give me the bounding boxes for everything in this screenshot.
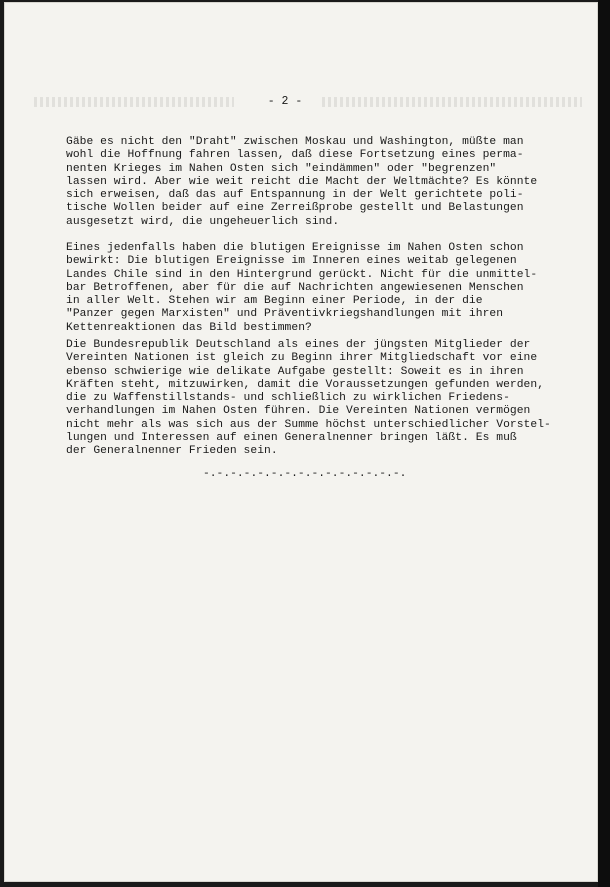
end-rule: -.-.-.-.-.-.-.-.-.-.-.-.-.-.-. xyxy=(203,468,407,480)
scan-edge xyxy=(598,0,610,887)
paragraph-2: Eines jedenfalls haben die blutigen Ereignisse im Nahen Osten schon bewirkt: Die blutigen Ereignisse im Inneren eines weitab gelegenen Landes Chile sind in den Hintergrund gerückt. Nicht für die unmittel- bar Betroffenen, aber für die auf Nachrichten angewiesenen Menschen in aller Welt. Stehen wir am Beginn einer Periode, in der die "Panzer gegen Marxisten" und Präventivkriegshandlungen mit ihren Kettenreaktionen das Bild bestimmen? xyxy=(66,242,538,334)
paragraph-1: Gäbe es nicht den "Draht" zwischen Moskau und Washington, müßte man wohl die Hoffnung fahren lassen, daß diese Fortsetzung eines perma- nenten Krieges im Nahen Osten sich "eindämmen" oder "begrenzen" lassen wird. Aber wie weit reicht die Macht der Weltmächte? Es könnte sich erweisen, daß das auf Entspannung in der Welt gerichtete poli- tische Wollen beider auf eine Zerreißprobe gestellt und Belastungen ausgesetzt wird, die ungeheuerlich sind. xyxy=(66,136,538,228)
page-number: - 2 - xyxy=(267,95,303,108)
paragraph-3: Die Bundesrepublik Deutschland als eines der jüngsten Mitglieder der Vereinten Nationen ist gleich zu Beginn ihrer Mitgliedschaft vor eine ebenso schwierige wie delikate Aufgabe gestellt: Soweit es in ihren Kräften steht, mitzuwirken, damit die Voraussetzungen gefunden werden, die zu Waffenstillstands- und schließlich zu wirklichen Friedens- verhandlungen im Nahen Osten führen. Die Vereinten Nationen vermögen nicht mehr als was sich aus der Summe höchst unterschiedlicher Vorstel- lungen und Interessen auf einen Generalnenner bringen läßt. Es muß der Generalnenner Frieden sein. xyxy=(66,339,551,458)
document-page xyxy=(4,2,598,882)
